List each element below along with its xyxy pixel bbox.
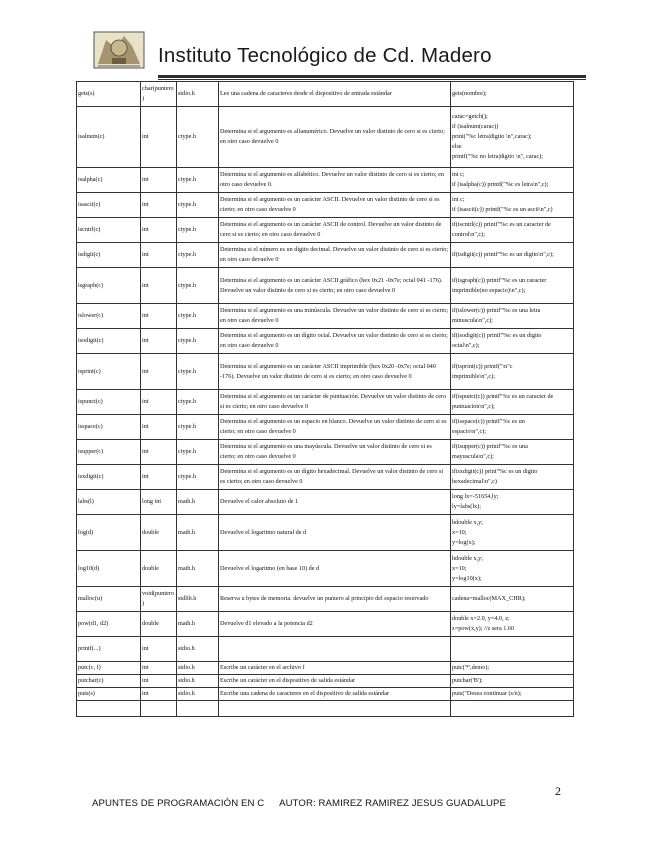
library-cell: ctype.h — [177, 304, 219, 329]
function-cell: printf(...) — [77, 637, 141, 662]
description-cell: Determina si el argumento es un carácter de puntuación. Devuelve un valor distinto de cero si es cierto; en otro caso devuelve 0 — [219, 390, 451, 415]
example-line: puts("Desea continuar (s/n); — [452, 690, 522, 697]
table-row — [77, 688, 574, 701]
example-line: x=10; — [452, 564, 467, 572]
description-cell: Determina si el argumento es un carácter ASCII gráfico (hex 0x21 -0x7e; octal 041 -176). Devuelve un valor distinto de cero si es cierto; en otro caso devuelve 0 — [219, 268, 451, 304]
example-line: x=10; — [452, 528, 467, 536]
example-line: if(isupper(c)) printf"%c es una — [452, 443, 528, 450]
return-type-cell: int — [141, 218, 177, 243]
example-line: print("%c letra|digito \n",carac); — [452, 133, 532, 140]
return-type-cell: int — [141, 168, 177, 193]
return-type-cell: int — [141, 675, 177, 688]
table-row — [77, 612, 574, 637]
example-cell — [451, 637, 574, 662]
example-cell — [451, 82, 574, 107]
function-cell: gets(s) — [77, 82, 141, 107]
library-cell: ctype.h — [177, 329, 219, 354]
description-cell: Escribe una cadena de caracteres en el dispositivo de salida estándar — [219, 688, 451, 701]
library-cell: ctype.h — [177, 415, 219, 440]
example-cell — [451, 193, 574, 218]
table-row — [77, 268, 574, 304]
description-cell: Escribe un carácter en el archivo f — [219, 662, 451, 675]
table-row — [77, 490, 574, 515]
example-line: putc('*',demo); — [452, 664, 490, 671]
example-line: minuscula\n",c); — [452, 317, 493, 324]
table-row — [77, 304, 574, 329]
return-type-cell: int — [141, 268, 177, 304]
institution-name: Instituto Tecnológico de Cd. Madero — [158, 44, 492, 67]
example-line: y=log10(x); — [452, 574, 482, 582]
example-line: if(isgraph(c)) printf"%c es un caracter — [452, 276, 547, 284]
example-cell — [451, 515, 574, 551]
table-row — [77, 551, 574, 587]
example-line: gets(nombre); — [452, 90, 487, 97]
description-cell: Determina si el argumento es un dígito octal. Devuelve un valor distinto de cero si es cierto; en otro caso devuelve 0 — [219, 329, 451, 354]
example-line: hdouble x,y; — [452, 554, 483, 562]
function-cell: isascii(c) — [77, 193, 141, 218]
example-cell — [451, 107, 574, 168]
example-cell — [451, 268, 574, 304]
example-cell — [451, 329, 574, 354]
example-line: ifisxdigit(c)) print"%c es un digito — [452, 468, 538, 475]
function-cell: malloc(u) — [77, 587, 141, 612]
function-cell: isdigit(c) — [77, 243, 141, 268]
table-row — [77, 82, 574, 107]
function-cell: isodigit(c) — [77, 329, 141, 354]
return-type-cell: int — [141, 662, 177, 675]
return-type-cell: int — [141, 440, 177, 465]
example-line: control\n",c); — [452, 231, 485, 238]
description-cell: Determina si el argumento es un dígito hexadecimal. Devuelve un valor distinto de cero si es cierto; en otro caso devuelve 0 — [219, 465, 451, 490]
footer-author: AUTOR: RAMIREZ RAMIREZ JESUS GUADALUPE — [279, 798, 507, 809]
example-line: if (isalpha(c)) printf("%c es letra\n",c); — [452, 181, 549, 188]
library-cell: stdio.h — [177, 662, 219, 675]
return-type-cell: int — [141, 465, 177, 490]
return-type-cell: long int — [141, 490, 177, 515]
library-cell: ctype.h — [177, 440, 219, 465]
example-line: putchar('B'); — [452, 677, 483, 684]
example-line: printf("%c no letra|digito \n", carac); — [452, 153, 543, 160]
example-line: imprimible\n",c); — [452, 372, 495, 380]
function-cell: islower(c) — [77, 304, 141, 329]
example-cell — [451, 390, 574, 415]
return-type-cell: int — [141, 304, 177, 329]
table-row — [77, 415, 574, 440]
page-footer — [92, 798, 506, 809]
function-table-body — [77, 82, 574, 717]
example-cell — [451, 587, 574, 612]
library-cell: stdio.h — [177, 637, 219, 662]
library-cell: ctype.h — [177, 390, 219, 415]
example-line: long lx=-51654,ly; — [452, 493, 499, 500]
example-line: if(isprint(c)) printf("\n"c — [452, 362, 513, 370]
description-cell — [219, 701, 451, 717]
return-type-cell — [141, 701, 177, 717]
example-cell — [451, 675, 574, 688]
function-cell: log10(d) — [77, 551, 141, 587]
description-cell — [219, 637, 451, 662]
example-line: ly=labs(lx); — [452, 503, 481, 510]
example-line: if (isascii(c)) printf("%c es un ascii\n",c) — [452, 206, 553, 213]
return-type-cell: int — [141, 107, 177, 168]
library-cell: ctype.h — [177, 354, 219, 390]
function-cell: putc(c, f) — [77, 662, 141, 675]
library-cell: math.h — [177, 515, 219, 551]
example-line: if(islower(c)) printf"%c es una letra — [452, 307, 541, 314]
description-cell: Determina si el argumento es un carácter ASCII imprimible (hex 0x20 -0x7e; octal 040 -176). Devuelve un valor distinto de cero si es cierto; en otro caso devuelve 0 — [219, 354, 451, 390]
function-cell: isalpha(c) — [77, 168, 141, 193]
return-type-cell: int — [141, 243, 177, 268]
description-cell: Determina si el argumento es un carácter ASCII. Devuelve un valor distinto de cero si es cierto; en otro caso devuelve 0 — [219, 193, 451, 218]
return-type-cell: int — [141, 637, 177, 662]
description-cell: Determina si el argumento es una mayúscula. Devuelve un valor distinto de cero si es cierto; en otro caso devuelve 0 — [219, 440, 451, 465]
page-number: 2 — [555, 784, 561, 798]
description-cell: Determina si el argumento es un carácter ASCII de control. Devuelve un valor distinto de cero si es cierto; en otro caso devuelve 0 — [219, 218, 451, 243]
example-line: int c; — [452, 171, 465, 178]
table-row — [77, 701, 574, 717]
page-header — [92, 30, 586, 74]
description-cell: Escribe un carácter en el dispositivo de salida estándar — [219, 675, 451, 688]
function-cell: labs(l) — [77, 490, 141, 515]
example-line: hdouble x,y; — [452, 518, 483, 526]
footer-title: APUNTES DE PROGRAMACIÓN EN C — [92, 798, 265, 809]
table-row — [77, 637, 574, 662]
library-cell: stdio.h — [177, 82, 219, 107]
example-line: if(ispunct(c)) printf"%c es un caracter de — [452, 393, 554, 400]
table-row — [77, 440, 574, 465]
example-line: if(isodigit(c)) printf"%c es un digito — [452, 332, 542, 339]
table-row — [77, 193, 574, 218]
library-cell: ctype.h — [177, 243, 219, 268]
library-cell: math.h — [177, 612, 219, 637]
example-line: y=log(x); — [452, 538, 476, 546]
example-cell — [451, 465, 574, 490]
header-subrule — [158, 79, 586, 80]
return-type-cell: int — [141, 688, 177, 701]
example-cell — [451, 440, 574, 465]
function-cell: isalnum(c) — [77, 107, 141, 168]
example-line: int c; — [452, 196, 465, 203]
table-row — [77, 465, 574, 490]
example-cell — [451, 662, 574, 675]
library-cell: ctype.h — [177, 107, 219, 168]
example-line: cadena=malloc(MAX_CHR); — [452, 595, 526, 602]
table-row — [77, 168, 574, 193]
description-cell: Lee una cadena de caracteres desde el dispositivo de entrada estándar — [219, 82, 451, 107]
function-table — [76, 81, 574, 717]
library-cell: math.h — [177, 490, 219, 515]
example-line: else — [452, 143, 462, 150]
function-cell: isgraph(c) — [77, 268, 141, 304]
table-row — [77, 218, 574, 243]
description-cell: Determina si el argumento es una minúscula. Devuelve un valor distinto de cero si es cierto; en otro caso devuelve 0 — [219, 304, 451, 329]
example-line: hexadecimal\n",c) — [452, 478, 497, 485]
example-line: puntuacion\n",c); — [452, 403, 495, 410]
function-cell: iscntrl(c) — [77, 218, 141, 243]
example-line: double x=2.0, y=4.0, z; — [452, 615, 510, 622]
function-cell: ispunct(c) — [77, 390, 141, 415]
library-cell: ctype.h — [177, 168, 219, 193]
return-type-cell: double — [141, 612, 177, 637]
example-cell — [451, 701, 574, 717]
example-cell — [451, 243, 574, 268]
library-cell: stdio.h — [177, 675, 219, 688]
return-type-cell: int — [141, 354, 177, 390]
function-cell: putchar(c) — [77, 675, 141, 688]
description-cell: Determina si el argumento es un espacio en blanco. Devuelve un valor distinto de cero si es cierto; en otro caso devuelve 0 — [219, 415, 451, 440]
example-line: if(isdigit(c)) printf"%c es un digito\n",c); — [452, 251, 554, 258]
example-cell — [451, 688, 574, 701]
library-cell: ctype.h — [177, 465, 219, 490]
description-cell: Determina si el argumento es alfanumérico. Devuelve un valor distinto de cero si es cierto; en otro caso devuelve 0 — [219, 107, 451, 168]
function-cell: isspace(c) — [77, 415, 141, 440]
function-cell: log(d) — [77, 515, 141, 551]
library-cell: ctype.h — [177, 193, 219, 218]
example-line: if(isspace(c)) printf"%c es un — [452, 418, 525, 425]
library-cell — [177, 701, 219, 717]
description-cell: Devuelve d1 elevado a la potencia d2 — [219, 612, 451, 637]
function-cell: isupper(c) — [77, 440, 141, 465]
library-cell: stdio.h — [177, 688, 219, 701]
example-line: z=pow(x,y); //z sera 1.60 — [452, 625, 515, 632]
function-cell — [77, 701, 141, 717]
function-cell: pow(d1, d2) — [77, 612, 141, 637]
description-cell: Devuelve el logaritmo natural de d — [219, 515, 451, 551]
return-type-cell: int — [141, 193, 177, 218]
return-type-cell: char(puntero) — [141, 82, 177, 107]
return-type-cell: double — [141, 551, 177, 587]
example-cell — [451, 218, 574, 243]
library-cell: ctype.h — [177, 268, 219, 304]
table-row — [77, 587, 574, 612]
example-line: mayuscula\n",c); — [452, 453, 494, 460]
example-line: if(iscntrl(c)) printf"%c es un caracter de — [452, 221, 551, 228]
return-type-cell: int — [141, 390, 177, 415]
description-cell: Reserva u bytes de memoria. devuelve un puntero al principio del espacio reservado — [219, 587, 451, 612]
table-row — [77, 515, 574, 551]
return-type-cell: int — [141, 415, 177, 440]
example-cell — [451, 612, 574, 637]
description-cell: Determina si el número es un dígito decimal. Devuelve un valor distinto de cero si es cierto; en otro caso devuelve 0 — [219, 243, 451, 268]
function-cell: isxdigit(c) — [77, 465, 141, 490]
example-line: octal\n",c); — [452, 342, 480, 349]
example-cell — [451, 354, 574, 390]
return-type-cell: int — [141, 329, 177, 354]
description-cell: Devuelve el logaritmo (en base 10) de d — [219, 551, 451, 587]
example-line: espacio\n",c); — [452, 428, 486, 435]
example-line: carac=getch(); — [452, 113, 488, 120]
table-row — [77, 662, 574, 675]
table-row — [77, 243, 574, 268]
library-cell: ctype.h — [177, 218, 219, 243]
table-row — [77, 354, 574, 390]
table-row — [77, 675, 574, 688]
return-type-cell: void(puntero) — [141, 587, 177, 612]
function-cell: puts(s) — [77, 688, 141, 701]
return-type-cell: double — [141, 515, 177, 551]
header-rule — [158, 75, 586, 78]
function-cell: isprint(c) — [77, 354, 141, 390]
example-cell — [451, 415, 574, 440]
example-cell — [451, 304, 574, 329]
description-cell: Determina si el argumento es alfabético. Devuelve un valor distinto de cero si es cierto; en otro caso devuelve 0. — [219, 168, 451, 193]
library-cell: math.h — [177, 551, 219, 587]
table-row — [77, 390, 574, 415]
example-line: if (isalnum(carac)) — [452, 123, 499, 130]
table-row — [77, 329, 574, 354]
example-cell — [451, 168, 574, 193]
example-cell — [451, 551, 574, 587]
example-line: imprimible(no espacio)\n",c); — [452, 286, 526, 294]
table-row — [77, 107, 574, 168]
school-crest-logo — [92, 30, 146, 70]
library-cell: stdlib.h — [177, 587, 219, 612]
description-cell: Devuelve el calor absoluto de 1 — [219, 490, 451, 515]
example-cell — [451, 490, 574, 515]
